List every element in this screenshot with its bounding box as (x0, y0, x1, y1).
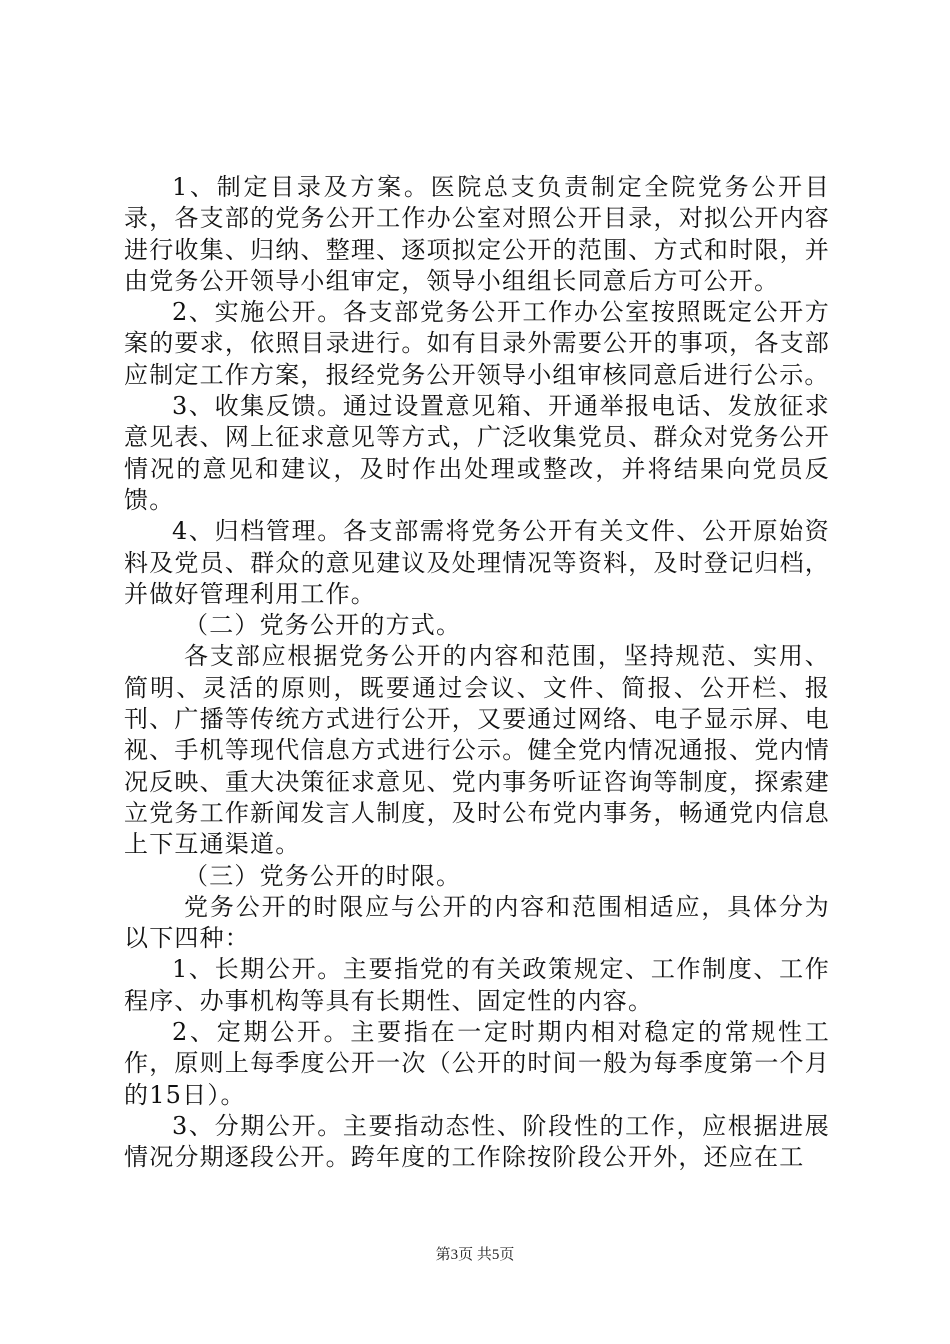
paragraph-time-limit-intro: 党务公开的时限应与公开的内容和范围相适应，具体分为以下四种： (124, 892, 830, 953)
paragraph-step-2: 2、实施公开。各支部党务公开工作办公室按照既定公开方案的要求，依照目录进行。如有目录外需要公开的事项，各支部应制定工作方案，报经党务公开领导小组审核同意后进行公示。 (124, 298, 830, 389)
document-body (124, 172, 830, 1174)
page-number-footer: 第3页 共5页 (435, 1247, 515, 1263)
paragraph-long-term: 1、长期公开。主要指党的有关政策规定、工作制度、工作程序、办事机构等具有长期性、固定性的内容。 (124, 955, 830, 1015)
paragraph-step-4: 4、归档管理。各支部需将党务公开有关文件、公开原始资料及党员、群众的意见建议及处理情况等资料，及时登记归档，并做好管理利用工作。 (124, 517, 830, 608)
paragraph-phased: 3、分期公开。主要指动态性、阶段性的工作，应根据进展情况分期逐段公开。跨年度的工作除按阶段公开外，还应在工 (124, 1111, 830, 1172)
section-heading-time-limit: （三）党务公开的时限。 (184, 861, 462, 890)
paragraph-step-1: 1、制定目录及方案。医院总支负责制定全院党务公开目录，各支部的党务公开工作办公室对照公开目录，对拟公开内容进行收集、归纳、整理、逐项拟定公开的范围、方式和时限，并由党务公开领导小组审定，领导小组组长同意后方可公开。 (124, 173, 830, 295)
paragraph-step-3: 3、收集反馈。通过设置意见箱、开通举报电话、发放征求意见表、网上征求意见等方式，广泛收集党员、群众对党务公开情况的意见和建议，及时作出处理或整改，并将结果向党员反馈。 (124, 392, 830, 514)
section-heading-method: （二）党务公开的方式。 (184, 611, 462, 640)
paragraph-periodic: 2、定期公开。主要指在一定时期内相对稳定的常规性工作，原则上每季度公开一次（公开的时间一般为每季度第一个月的15日）。 (124, 1018, 830, 1109)
paragraph-method: 各支部应根据党务公开的内容和范围，坚持规范、实用、简明、灵活的原则，既要通过会议、文件、简报、公开栏、报刊、广播等传统方式进行公开，又要通过网络、电子显示屏、电视、手机等现代信息方式进行公示。健全党内情况通报、党内情况反映、重大决策征求意见、党内事务听证咨询等制度，探索建立党务工作新闻发言人制度，及时公布党内事务，畅通党内信息上下互通渠道。 (124, 642, 830, 859)
